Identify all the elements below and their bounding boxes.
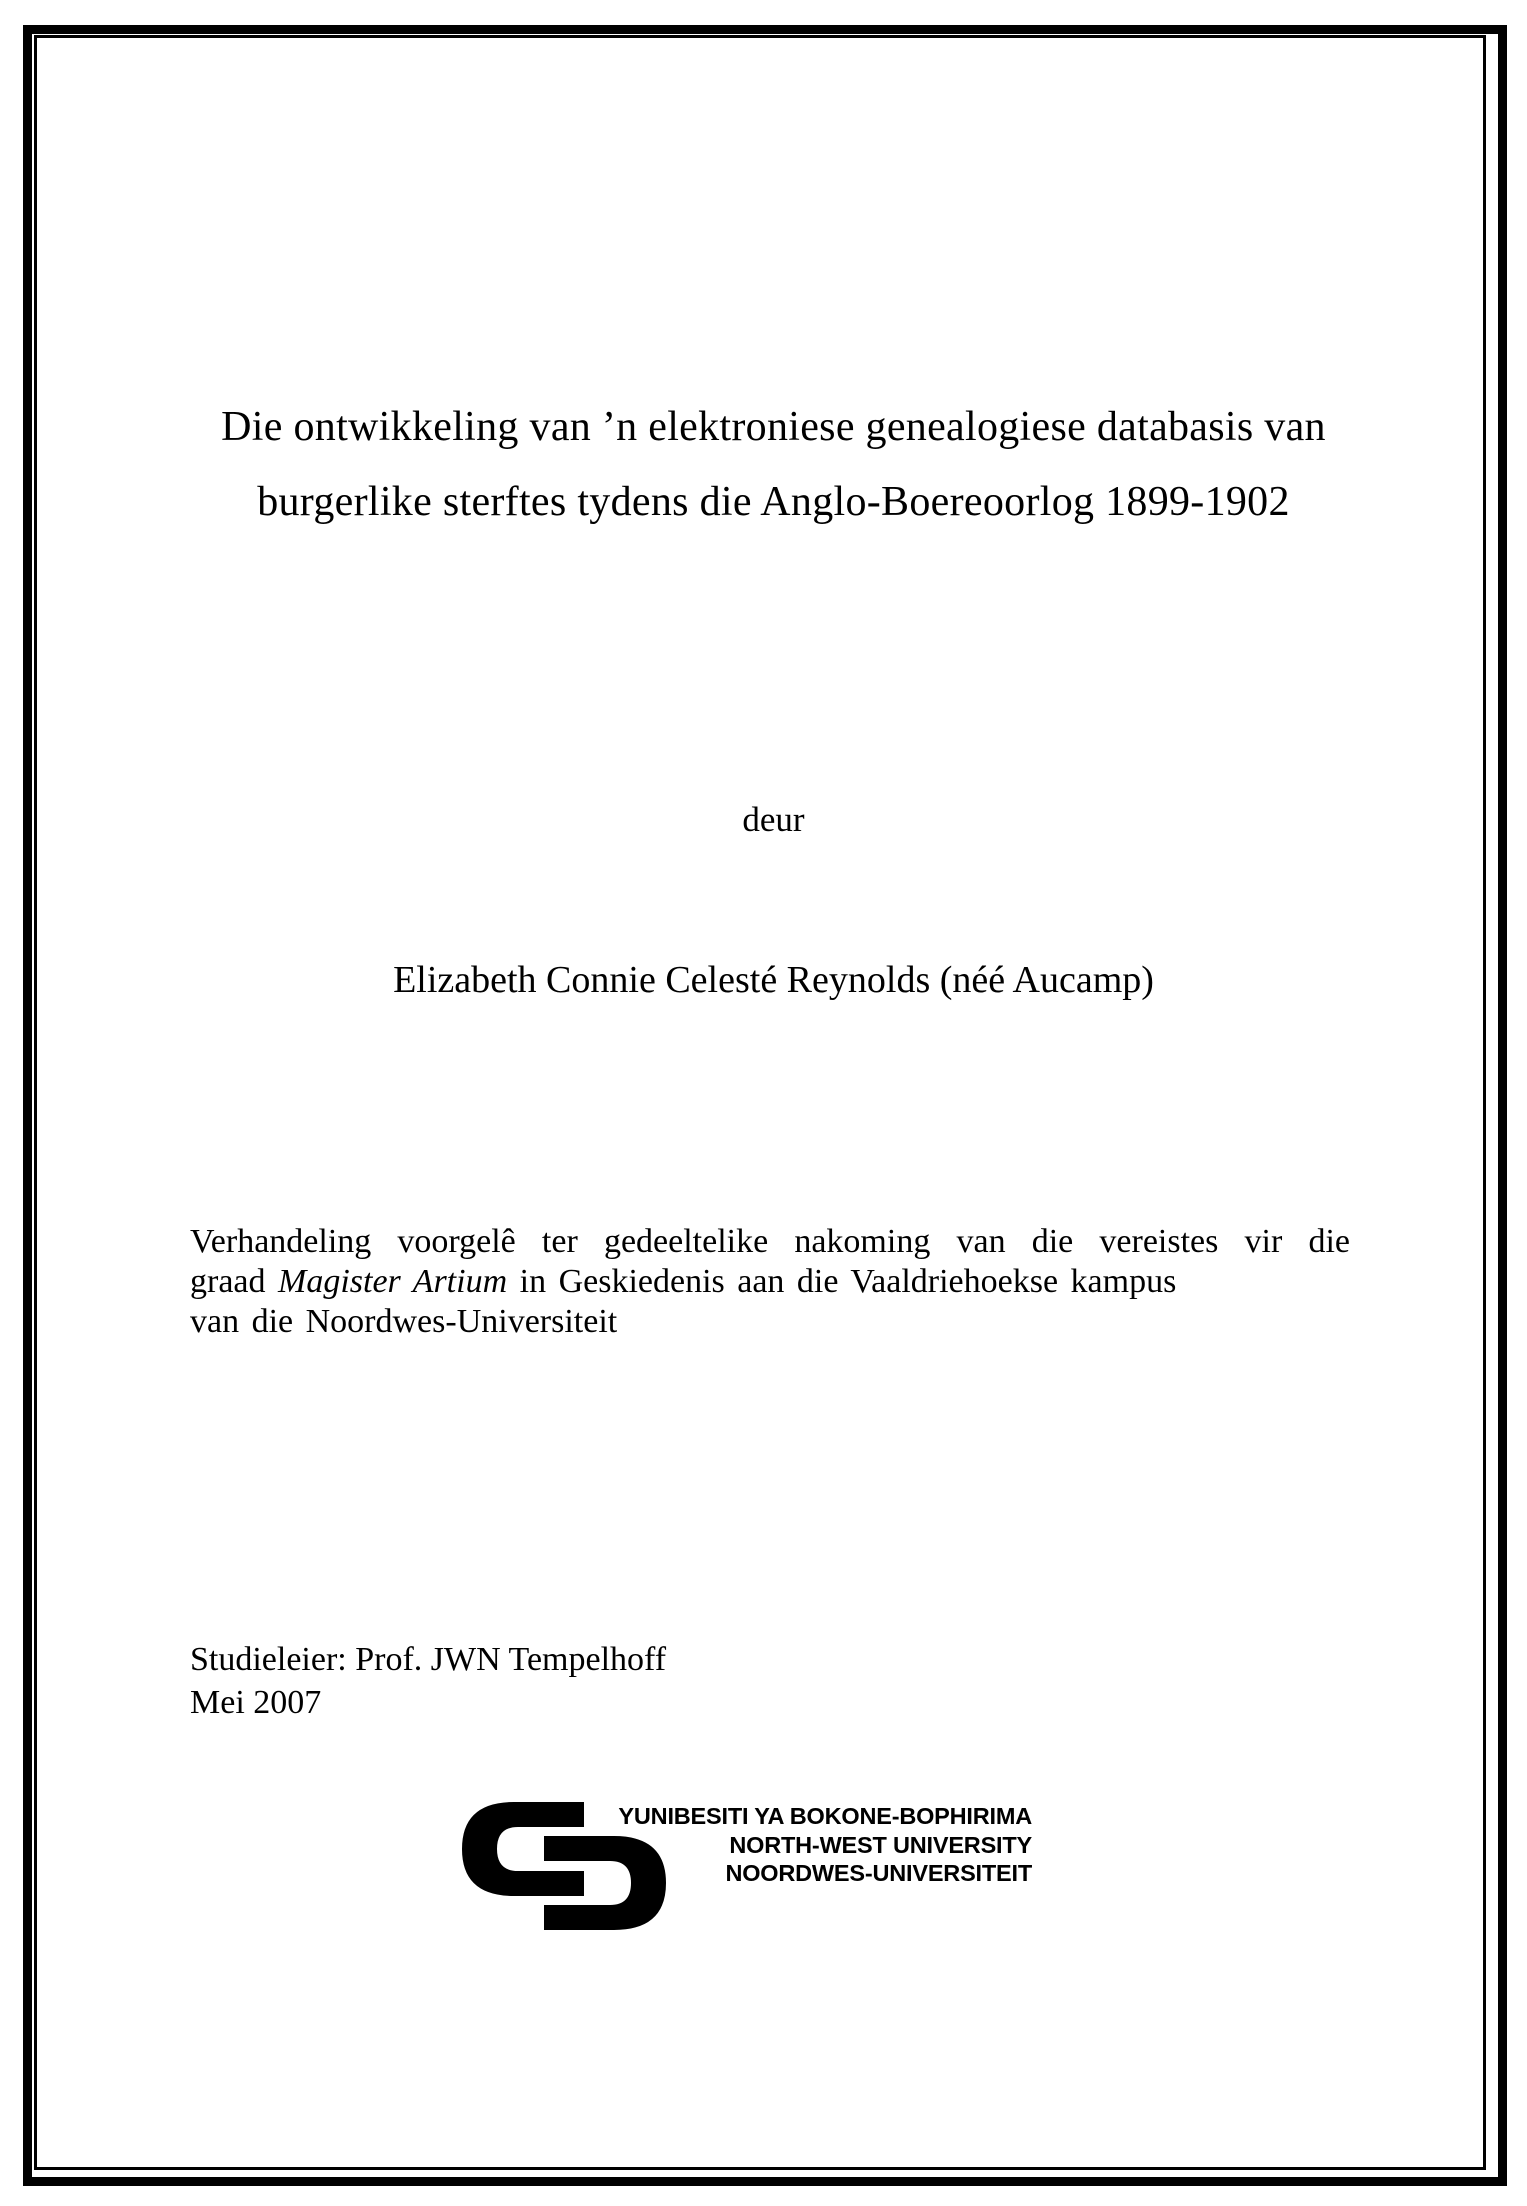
logo-text-line-1: YUNIBESITI YA BOKONE-BOPHIRIMA <box>618 1803 1032 1829</box>
statement-line-3: van die Noordwes-Universiteit <box>190 1303 618 1340</box>
author-name: Elizabeth Connie Celesté Reynolds (néé Aucamp) <box>393 959 1154 1001</box>
statement-line-2-pre: graad <box>190 1263 279 1300</box>
logo-text-line-3: NOORDWES-UNIVERSITEIT <box>725 1860 1032 1886</box>
date-line: Mei 2007 <box>190 1684 322 1721</box>
thesis-title-line-1: Die ontwikkeling van ’n elektroniese genealogiese databasis van <box>221 404 1326 450</box>
thesis-title-line-2: burgerlike sterftes tydens die Anglo-Boereoorlog 1899-1902 <box>257 479 1290 525</box>
statement-line-1: Verhandeling voorgelê ter gedeeltelike nakoming van die vereistes vir die <box>190 1223 1350 1260</box>
logo-text-line-2: NORTH-WEST UNIVERSITY <box>729 1831 1032 1858</box>
degree-name: Magister Artium <box>278 1263 508 1300</box>
supervisor-line: Studieleier: Prof. JWN Tempelhoff <box>190 1641 667 1678</box>
statement-line-2-post: in Geskiedenis aan die Vaaldriehoekse kampus <box>507 1263 1177 1300</box>
byline-label: deur <box>742 800 805 839</box>
university-logo-text <box>618 1802 1032 1888</box>
